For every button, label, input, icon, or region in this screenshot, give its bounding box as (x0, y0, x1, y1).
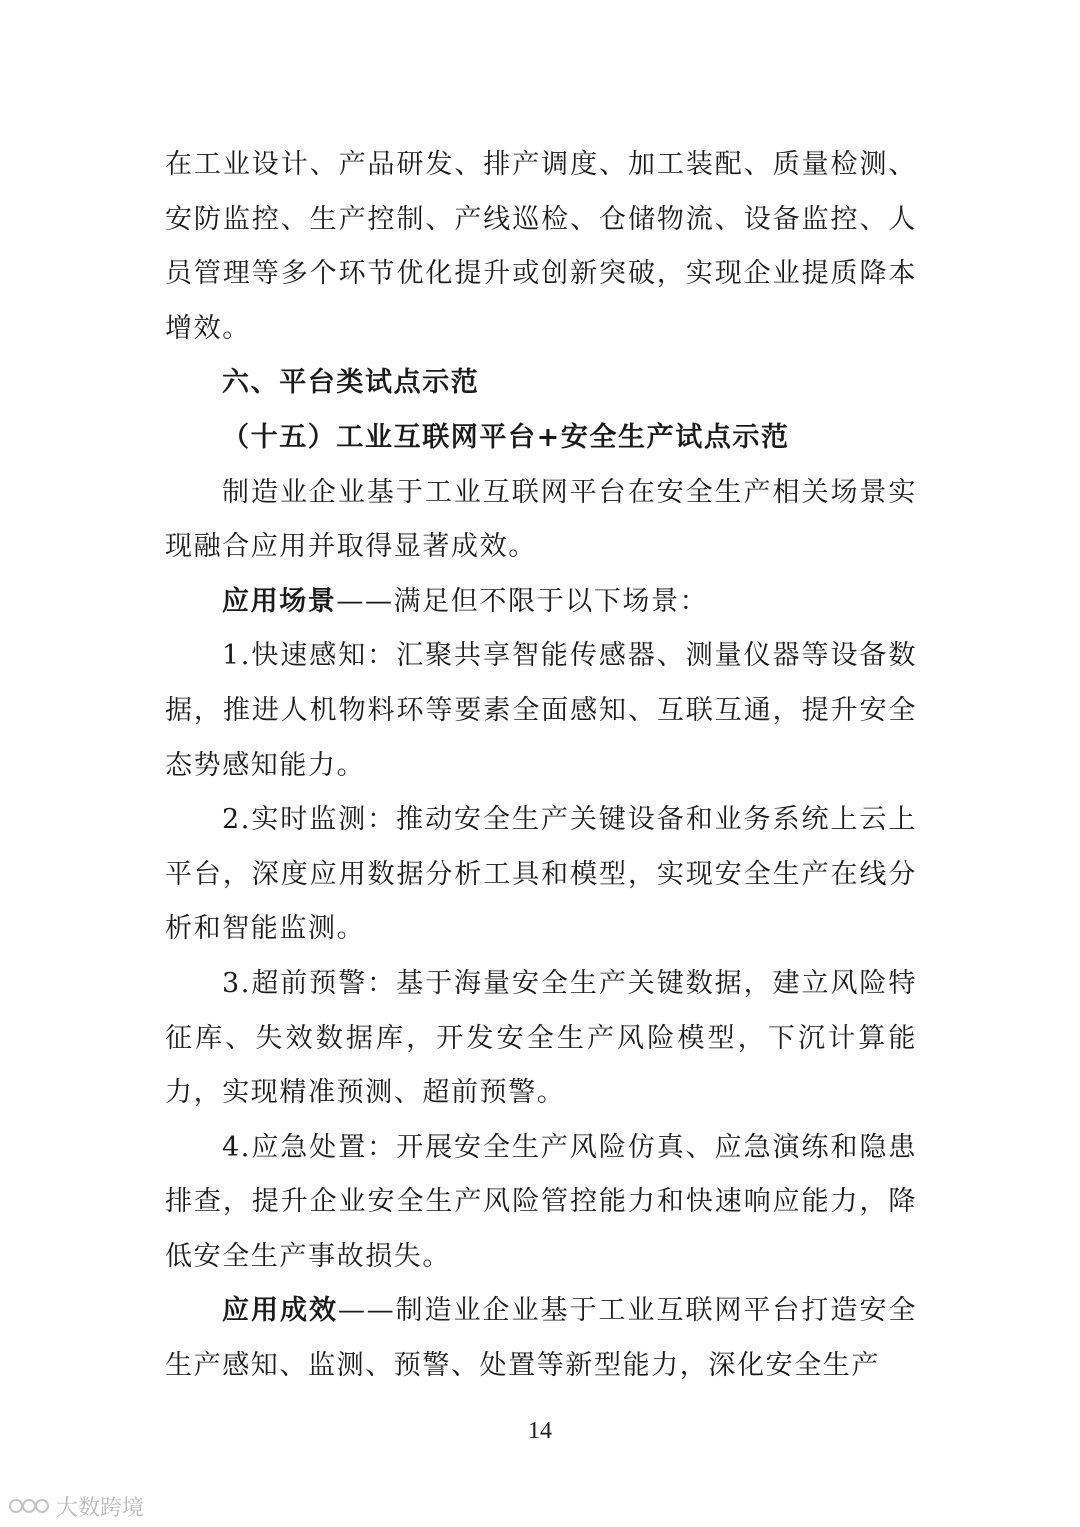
watermark-text: 大数跨境 (56, 1495, 145, 1521)
list-item: 4.应急处置：开展安全生产风险仿真、应急演练和隐患排查，提升企业安全生产风险管控能力和快速响应能力，降低安全生产事故损失。 (165, 1131, 917, 1272)
logo-icon (8, 1493, 52, 1519)
document-body (165, 138, 917, 1394)
page-number: 14 (528, 1418, 552, 1444)
scene-text: ——满足但不限于以下场景： (336, 585, 709, 617)
list-item: 1.快速感知：汇聚共享智能传感器、测量仪器等设备数据，推进人机物料环等要素全面感知、互联互通，提升安全态势感知能力。 (165, 640, 917, 781)
watermark (8, 1490, 144, 1522)
subsection-heading: （十五）工业互联网平台+安全生产试点示范 (222, 421, 790, 453)
list-item: 2.实时监测：推动安全生产关键设备和业务系统上云上平台，深度应用数据分析工具和模型，实现安全生产在线分析和智能监测。 (165, 804, 917, 945)
effect-text: ——制造业企业基于工业互联网平台打造安全生产感知、监测、预警、处置等新型能力，深化安全生产 (165, 1295, 917, 1382)
paragraph-continued: 在工业设计、产品研发、排产调度、加工装配、质量检测、安防监控、生产控制、产线巡检、仓储物流、设备监控、人员管理等多个环节优化提升或创新突破，实现企业提质降本增效。 (165, 149, 917, 344)
effect-lead: 应用成效 (222, 1295, 338, 1327)
paragraph-intro: 制造业企业基于工业互联网平台在安全生产相关场景实现融合应用并取得显著成效。 (165, 476, 917, 563)
section-heading: 六、平台类试点示范 (222, 367, 480, 399)
list-item: 3.超前预警：基于海量安全生产关键数据，建立风险特征库、失效数据库，开发安全生产风险模型，下沉计算能力，实现精准预测、超前预警。 (165, 967, 917, 1109)
paragraph-effects (165, 1284, 917, 1393)
paragraph-scenes (165, 575, 917, 630)
scene-lead: 应用场景 (222, 585, 337, 617)
